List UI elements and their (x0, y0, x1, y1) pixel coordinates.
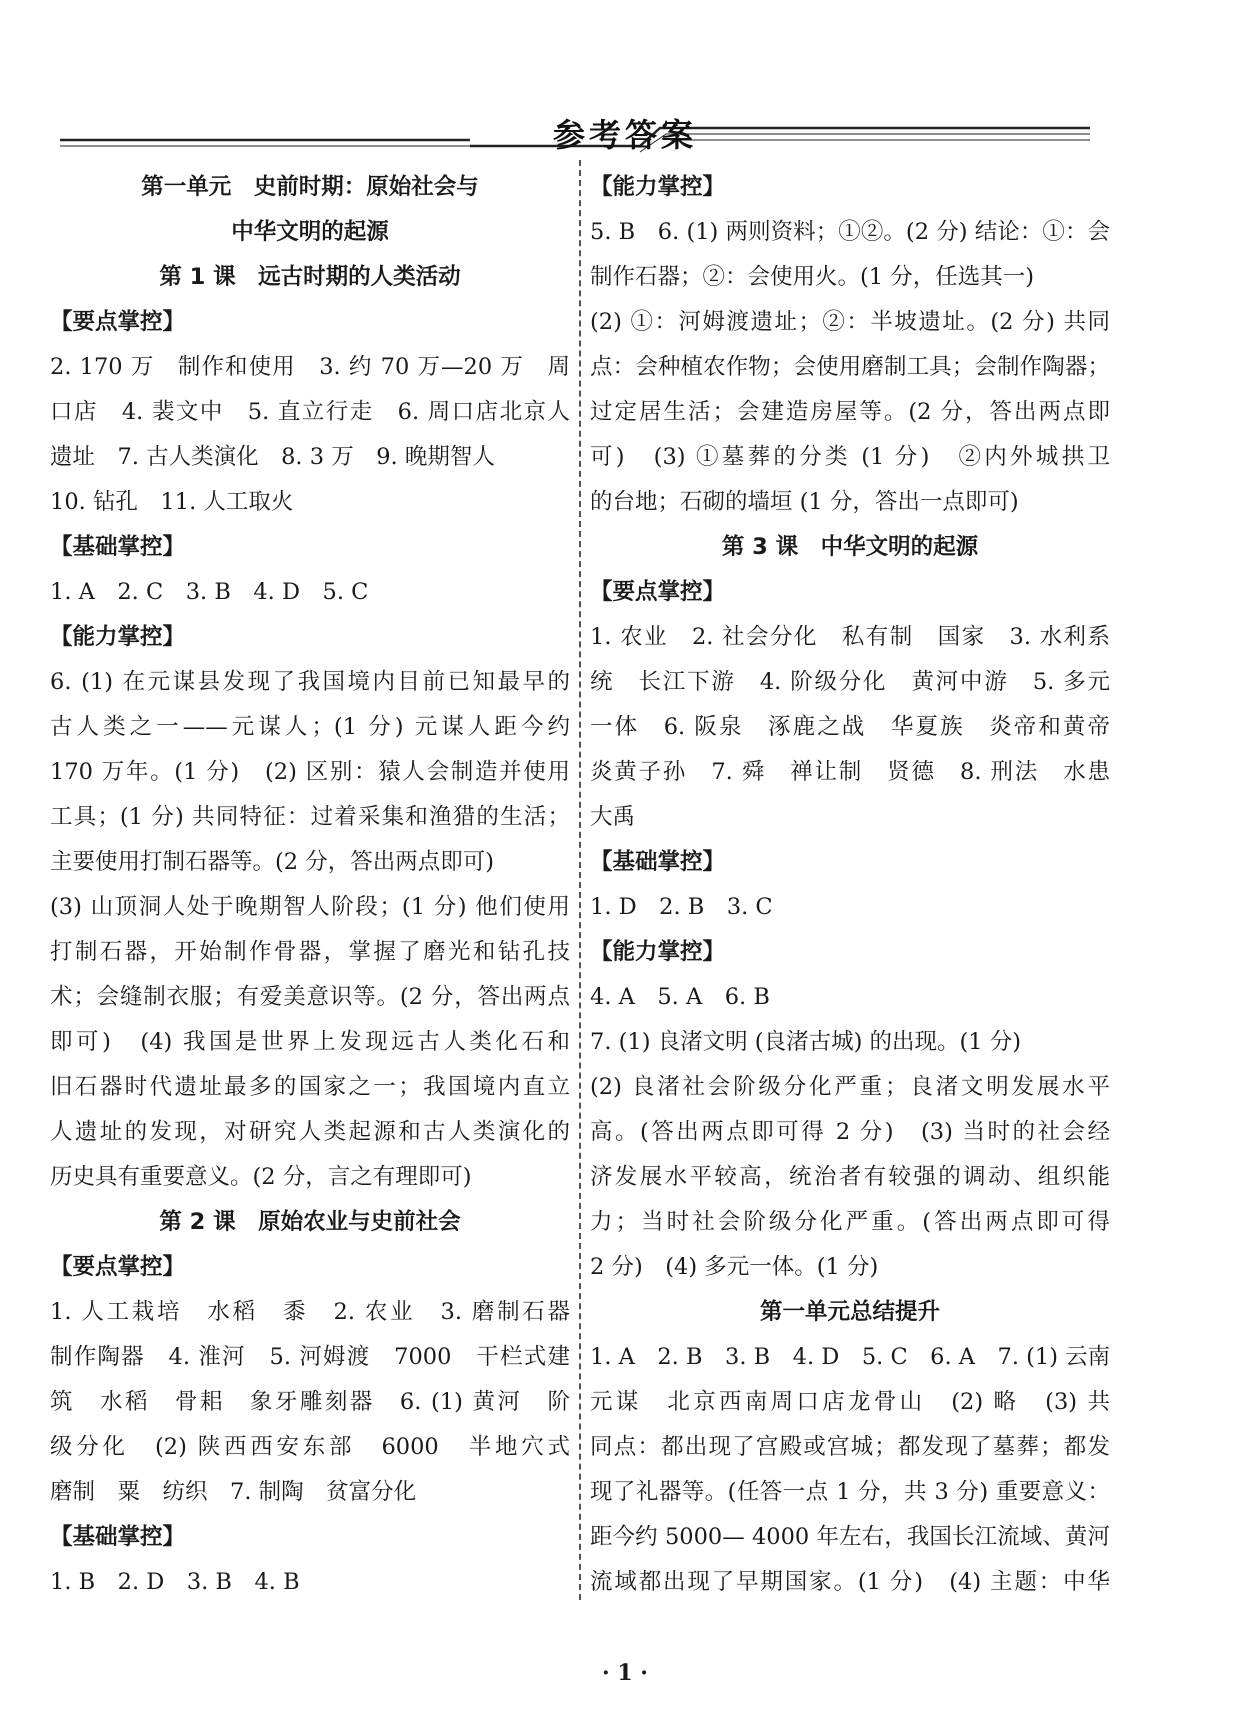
section-label: 【要点掌控】 (50, 309, 186, 335)
text-line: (2) 良渚社会阶级分化严重；良渚文明发展水平 (590, 1074, 1110, 1100)
section-label: 【能力掌控】 (50, 624, 186, 650)
text-line: 1. A 2. B 3. B 4. D 5. C 6. A 7. (1) 云南 (590, 1344, 1110, 1370)
text-line: 1. 农业 2. 社会分化 私有制 国家 3. 水利系 (590, 624, 1110, 650)
section-label: 【基础掌控】 (50, 1524, 186, 1550)
text-line: 历史具有重要意义。(2 分，言之有理即可) (50, 1164, 472, 1190)
text-line: 的台地；石砌的墙垣 (1 分，答出一点即可) (590, 489, 1019, 515)
text-line: 高。(答出两点即可得 2 分) (3) 当时的社会经 (590, 1119, 1110, 1145)
text-line: 制作陶器 4. 淮河 5. 河姆渡 7000 干栏式建 (50, 1344, 570, 1370)
text-line: 旧石器时代遗址最多的国家之一；我国境内直立 (50, 1074, 570, 1100)
lesson-heading: 第一单元总结提升 (759, 1299, 940, 1325)
section-label: 【要点掌控】 (590, 579, 726, 605)
text-line: 6. (1) 在元谋县发现了我国境内目前已知最早的 (50, 669, 570, 695)
text-line: 1. B 2. D 3. B 4. B (50, 1569, 300, 1595)
text-line: 10. 钻孔 11. 人工取火 (50, 489, 294, 515)
text-line: 1. 人工栽培 水稻 黍 2. 农业 3. 磨制石器 (50, 1299, 570, 1325)
left-column (50, 165, 570, 1605)
text-line: 遗址 7. 古人类演化 8. 3 万 9. 晚期智人 (50, 444, 495, 470)
text-line: 4. A 5. A 6. B (590, 984, 770, 1010)
text-line: 打制石器，开始制作骨器，掌握了磨光和钻孔技 (50, 939, 570, 965)
text-line: 2 分) (4) 多元一体。(1 分) (590, 1254, 879, 1280)
text-line: 济发展水平较高，统治者有较强的调动、组织能 (590, 1164, 1110, 1190)
text-line: 可) (3) ①墓葬的分类 (1 分) ②内外城拱卫 (590, 444, 1110, 470)
lesson-heading: 第 1 课 远古时期的人类活动 (159, 264, 461, 290)
lesson-heading: 第 3 课 中华文明的起源 (721, 534, 979, 560)
page-header (0, 0, 1250, 170)
text-line: 170 万年。(1 分) (2) 区别：猿人会制造并使用 (50, 759, 570, 785)
text-line: 工具；(1 分) 共同特征：过着采集和渔猎的生活； (50, 804, 570, 830)
text-line: 1. D 2. B 3. C (590, 894, 773, 920)
section-label: 【能力掌控】 (590, 939, 726, 965)
text-line: 5. B 6. (1) 两则资料；①②。(2 分) 结论：①：会 (590, 219, 1110, 245)
text-line: 统 长江下游 4. 阶级分化 黄河中游 5. 多元 (590, 669, 1110, 695)
text-line: 2. 170 万 制作和使用 3. 约 70 万—20 万 周 (50, 354, 570, 380)
section-label: 【要点掌控】 (50, 1254, 186, 1280)
text-line: 流域都出现了早期国家。(1 分) (4) 主题：中华 (590, 1569, 1110, 1595)
text-line: 大禹 (590, 804, 636, 830)
text-line: 1. A 2. C 3. B 4. D 5. C (50, 579, 369, 605)
lesson-heading: 第 2 课 原始农业与史前社会 (159, 1209, 461, 1235)
text-line: 筑 水稻 骨耜 象牙雕刻器 6. (1) 黄河 阶 (50, 1389, 570, 1415)
text-line: 过定居生活；会建造房屋等。(2 分，答出两点即 (590, 399, 1110, 425)
right-column (590, 165, 1110, 1605)
text-line: 力；当时社会阶级分化严重。(答出两点即可得 (590, 1209, 1110, 1235)
text-line: (2) ①：河姆渡遗址；②：半坡遗址。(2 分) 共同 (590, 309, 1110, 335)
text-line: 7. (1) 良渚文明 (良渚古城) 的出现。(1 分) (590, 1029, 1022, 1055)
text-line: 点：会种植农作物；会使用磨制工具；会制作陶器； (590, 354, 1110, 380)
page-number: · 1 · (602, 1660, 648, 1686)
text-line: (3) 山顶洞人处于晚期智人阶段；(1 分) 他们使用 (50, 894, 570, 920)
text-line: 古人类之一——元谋人；(1 分) 元谋人距今约 (50, 714, 570, 740)
lesson-heading: 中华文明的起源 (231, 219, 389, 245)
text-line: 级分化 (2) 陕西西安东部 6000 半地穴式 (50, 1434, 570, 1460)
lesson-heading: 第一单元 史前时期：原始社会与 (141, 174, 479, 200)
text-line: 一体 6. 阪泉 涿鹿之战 华夏族 炎帝和黄帝 (590, 714, 1110, 740)
text-line: 距今约 5000— 4000 年左右，我国长江流域、黄河 (590, 1524, 1110, 1550)
text-line: 现了礼器等。(任答一点 1 分，共 3 分) 重要意义： (590, 1479, 1110, 1505)
section-label: 【能力掌控】 (590, 174, 726, 200)
text-line: 人遗址的发现，对研究人类起源和古人类演化的 (50, 1119, 570, 1145)
text-line: 同点：都出现了宫殿或宫城；都发现了墓葬；都发 (590, 1434, 1110, 1460)
text-line: 元谋 北京西南周口店龙骨山 (2) 略 (3) 共 (590, 1389, 1110, 1415)
text-line: 制作石器；②：会使用火。(1 分，任选其一) (590, 264, 1035, 290)
text-line: 口店 4. 裴文中 5. 直立行走 6. 周口店北京人 (50, 399, 570, 425)
section-label: 【基础掌控】 (590, 849, 726, 875)
section-label: 【基础掌控】 (50, 534, 186, 560)
text-line: 炎黄子孙 7. 舜 禅让制 贤德 8. 刑法 水患 (590, 759, 1110, 785)
page-title: 参考答案 (552, 116, 697, 154)
text-line: 主要使用打制石器等。(2 分，答出两点即可) (50, 849, 495, 875)
text-line: 即可) (4) 我国是世界上发现远古人类化石和 (50, 1029, 570, 1055)
text-line: 术；会缝制衣服；有爱美意识等。(2 分，答出两点 (50, 984, 570, 1010)
column-divider (579, 160, 581, 1600)
text-line: 磨制 粟 纺织 7. 制陶 贫富分化 (50, 1479, 417, 1505)
